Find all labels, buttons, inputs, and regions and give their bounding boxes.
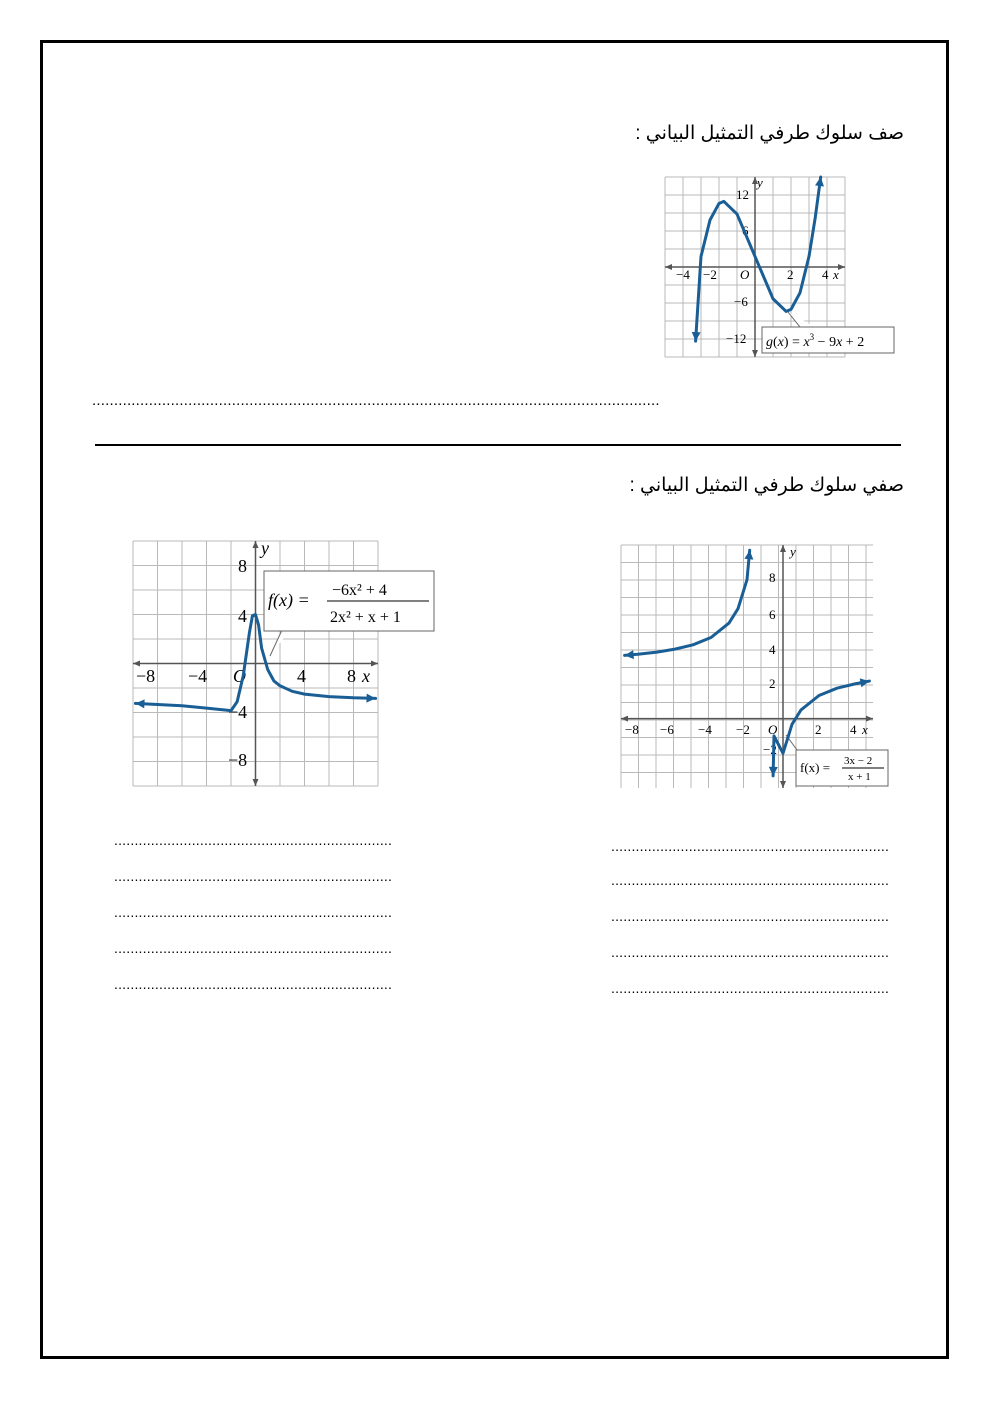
curve-arrow-end	[366, 694, 375, 703]
y-axis-arrow-up	[253, 541, 259, 548]
answer-line[interactable]: ....................................................................	[611, 944, 890, 960]
x-tick-label: −4	[188, 666, 208, 686]
answer-line[interactable]: ....................................................................	[611, 980, 890, 996]
y-axis-label: y	[757, 175, 763, 190]
y-tick-label: 4	[769, 642, 776, 657]
x-tick-label: −8	[625, 722, 639, 737]
x-tick-label: 2	[815, 722, 822, 737]
answer-line[interactable]: ....................................................................	[114, 868, 393, 884]
x-axis-arrow-right	[866, 716, 873, 722]
curve-arrow-start	[135, 699, 144, 708]
x-tick-label: −4	[676, 267, 690, 282]
y-axis-arrow-up	[780, 545, 786, 552]
y-axis-arrow-down	[253, 779, 259, 786]
y-tick-label: 8	[769, 570, 776, 585]
curve	[692, 177, 824, 341]
y-tick-label: −4	[228, 702, 248, 722]
curve-path	[696, 177, 821, 341]
graph-rational2-container	[130, 538, 401, 788]
graph-g-container	[660, 172, 898, 362]
curve	[625, 550, 873, 776]
curve-left-branch	[625, 550, 750, 655]
answer-line[interactable]: ....................................................................	[114, 904, 393, 920]
curve-arrow-start	[769, 767, 778, 776]
y-tick-label: 4	[238, 606, 247, 626]
x-axis-arrow-left	[621, 716, 628, 722]
x-tick-label: 4	[850, 722, 857, 737]
function-label-callout	[762, 312, 894, 353]
y-tick-label: −6	[734, 294, 748, 309]
graph-rational1-container	[618, 540, 900, 802]
section-divider	[95, 444, 901, 446]
x-tick-label: O	[768, 722, 778, 737]
x-tick-label: −2	[736, 722, 750, 737]
graph-rational1	[618, 540, 900, 802]
x-tick-label: −4	[698, 722, 712, 737]
x-axis-arrow-right	[838, 264, 845, 270]
x-tick-label: O	[740, 267, 750, 282]
answer-line[interactable]: ....................................................................	[611, 908, 890, 924]
answer-line[interactable]: ....................................................................	[114, 940, 393, 956]
y-tick-label: 6	[742, 223, 749, 238]
function-label-callout	[786, 735, 888, 786]
answer-line-long: ..................................................................................................................................	[92, 392, 660, 409]
y-tick-label: −8	[228, 750, 248, 770]
question-1-prompt: صف سلوك طرفي التمثيل البياني :	[635, 123, 904, 144]
function-label-denominator: 2x² + x + 1	[330, 609, 401, 626]
x-tick-label: 2	[787, 267, 794, 282]
function-label-numerator: −6x² + 4	[332, 582, 387, 599]
x-tick-label: −6	[660, 722, 674, 737]
x-tick-label: −8	[136, 666, 156, 686]
y-tick-label: 2	[769, 676, 776, 691]
x-tick-label: 4	[822, 267, 829, 282]
x-tick-label: O	[233, 666, 246, 686]
x-tick-label: −2	[703, 267, 717, 282]
answer-line[interactable]: ....................................................................	[114, 976, 393, 992]
y-axis-arrow-down	[780, 781, 786, 788]
y-axis-label: y	[790, 544, 796, 559]
y-tick-label: 8	[238, 556, 247, 576]
function-label: $g(x) = x^3 - 9x + 2$	[766, 332, 865, 350]
graph-g	[660, 172, 898, 362]
question-2-prompt: صفي سلوك طرفي التمثيل البياني :	[629, 475, 904, 496]
curve-arrow-start	[692, 332, 701, 341]
y-axis-label: y	[261, 538, 269, 558]
x-axis-label: x	[833, 267, 839, 282]
x-tick-label: 8	[347, 666, 356, 686]
x-axis-arrow-right	[371, 661, 378, 667]
x-axis-label: x	[862, 722, 868, 737]
function-label-lhs: f(x) =	[268, 590, 310, 610]
answer-line[interactable]: ....................................................................	[611, 872, 890, 888]
x-axis-arrow-left	[665, 264, 672, 270]
y-tick-label: −2	[763, 742, 777, 757]
function-label-denominator: x + 1	[848, 771, 871, 783]
answer-line[interactable]: ....................................................................	[114, 832, 393, 848]
curve-arrow-end	[744, 550, 753, 559]
y-axis-arrow-down	[752, 350, 758, 357]
x-tick-label: 4	[297, 666, 306, 686]
y-tick-label: 12	[736, 187, 749, 202]
graph-rational2	[130, 538, 401, 788]
y-tick-label: 6	[769, 607, 776, 622]
answer-line[interactable]: ....................................................................	[611, 838, 890, 854]
curve-arrow-start	[625, 650, 634, 659]
function-label-numerator: 3x − 2	[844, 755, 873, 767]
function-label-lhs: f(x) =	[800, 760, 831, 775]
x-axis-label: x	[362, 666, 370, 686]
y-tick-label: −12	[726, 331, 747, 346]
